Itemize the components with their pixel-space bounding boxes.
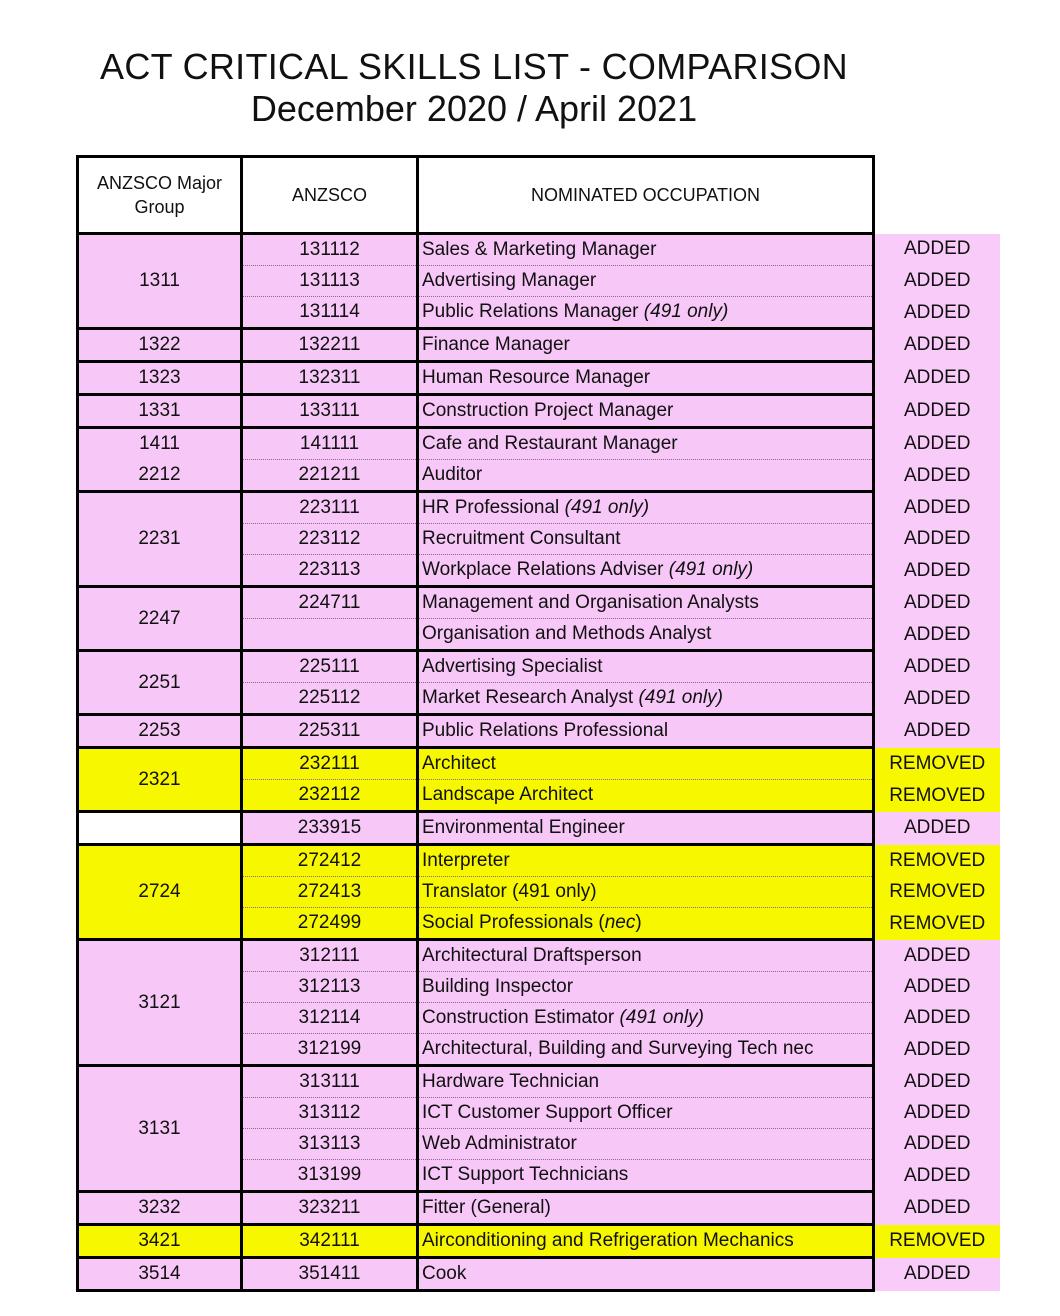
- cell-anzsco-code: 132211: [242, 329, 418, 362]
- occupation-name: Construction Estimator: [422, 1007, 620, 1028]
- occupation-name: Market Research Analyst: [422, 687, 639, 708]
- cell-occupation: [418, 619, 874, 651]
- cell-anzsco-code: 323211: [242, 1192, 418, 1225]
- cell-anzsco-code: 313113: [242, 1129, 418, 1160]
- cell-occupation: [418, 524, 874, 555]
- cell-anzsco-code: 312199: [242, 1034, 418, 1066]
- table-row: [78, 395, 1000, 428]
- occupation-note: (491 only): [638, 687, 723, 708]
- table-row: [78, 492, 1000, 524]
- status-added: ADDED: [874, 460, 1000, 492]
- cell-occupation: [418, 395, 874, 428]
- occupation-note: nec: [604, 912, 636, 933]
- status-added: ADDED: [874, 1003, 1000, 1034]
- status-added: ADDED: [874, 1160, 1000, 1192]
- status-added: ADDED: [874, 1258, 1000, 1291]
- table-row: [78, 845, 1000, 877]
- status-removed: REMOVED: [874, 748, 1000, 780]
- status-removed: REMOVED: [874, 908, 1000, 940]
- status-added: ADDED: [874, 234, 1000, 266]
- cell-occupation: [418, 1098, 874, 1129]
- cell-anzsco-code: 131112: [242, 234, 418, 266]
- cell-occupation: [418, 266, 874, 297]
- status-added: ADDED: [874, 1129, 1000, 1160]
- occupation-name: Environmental Engineer: [422, 817, 625, 838]
- cell-major-group: 1331: [78, 395, 242, 428]
- cell-occupation: [418, 715, 874, 748]
- table-row: [78, 234, 1000, 266]
- occupation-name: Sales & Marketing Manager: [422, 239, 657, 260]
- occupation-name: Web Administrator: [422, 1133, 577, 1154]
- occupation-note: (491 only): [564, 497, 650, 518]
- status-added: ADDED: [874, 683, 1000, 715]
- cell-occupation: [418, 329, 874, 362]
- cell-occupation: [418, 587, 874, 619]
- cell-occupation: [418, 780, 874, 812]
- status-added: ADDED: [874, 1034, 1000, 1066]
- table-row: [78, 329, 1000, 362]
- table-row: [78, 1258, 1000, 1291]
- cell-occupation: [418, 812, 874, 845]
- table-row: [78, 1066, 1000, 1098]
- table-row: [78, 1192, 1000, 1225]
- cell-major-group: 2247: [78, 587, 242, 651]
- occupation-name: Architect: [422, 753, 496, 774]
- cell-major-group: 2251: [78, 651, 242, 715]
- status-added: ADDED: [874, 1192, 1000, 1225]
- status-added: ADDED: [874, 940, 1000, 972]
- header-major-group: ANZSCO Major Group: [78, 157, 242, 234]
- cell-major-group: 2231: [78, 492, 242, 587]
- occupation-name: Recruitment Consultant: [422, 528, 621, 549]
- cell-anzsco-code: 223111: [242, 492, 418, 524]
- cell-anzsco-code: 313111: [242, 1066, 418, 1098]
- status-added: ADDED: [874, 972, 1000, 1003]
- occupation-name: Human Resource Manager: [422, 367, 651, 388]
- cell-anzsco-code: 223112: [242, 524, 418, 555]
- table-row: [78, 940, 1000, 972]
- occupation-note: (491 only): [668, 559, 754, 580]
- status-added: ADDED: [874, 619, 1000, 651]
- occupation-name: Architectural, Building and Surveying Tech nec: [422, 1038, 814, 1059]
- occupation-name: ICT Support Technicians: [422, 1164, 629, 1185]
- status-added: ADDED: [874, 715, 1000, 748]
- cell-major-group: 1322: [78, 329, 242, 362]
- status-added: ADDED: [874, 1098, 1000, 1129]
- status-added: ADDED: [874, 266, 1000, 297]
- cell-anzsco-code: 272412: [242, 845, 418, 877]
- occupation-name: Interpreter: [422, 850, 510, 871]
- table-row: [78, 587, 1000, 619]
- cell-occupation: [418, 972, 874, 1003]
- occupation-name: Public Relations Manager: [422, 301, 644, 322]
- cell-anzsco-code: 233915: [242, 812, 418, 845]
- cell-major-group: [78, 812, 242, 845]
- status-added: ADDED: [874, 587, 1000, 619]
- cell-occupation: [418, 651, 874, 683]
- cell-anzsco-code: 272499: [242, 908, 418, 940]
- occupation-name: Advertising Manager: [422, 270, 597, 291]
- cell-occupation: [418, 1192, 874, 1225]
- table-row: [78, 715, 1000, 748]
- header-status-blank: [874, 157, 1000, 234]
- cell-occupation: [418, 555, 874, 587]
- cell-occupation: [418, 845, 874, 877]
- cell-occupation: [418, 748, 874, 780]
- status-added: ADDED: [874, 362, 1000, 395]
- status-added: ADDED: [874, 1066, 1000, 1098]
- cell-occupation: [418, 492, 874, 524]
- table-row: [78, 460, 1000, 492]
- occupation-name: Architectural Draftsperson: [422, 945, 642, 966]
- cell-anzsco-code: [242, 619, 418, 651]
- cell-anzsco-code: 351411: [242, 1258, 418, 1291]
- cell-anzsco-code: 221211: [242, 460, 418, 492]
- occupation-name: Finance Manager: [422, 334, 570, 355]
- cell-anzsco-code: 272413: [242, 877, 418, 908]
- status-added: ADDED: [874, 428, 1000, 460]
- cell-occupation: [418, 428, 874, 460]
- table-row: [78, 1225, 1000, 1258]
- cell-anzsco-code: 141111: [242, 428, 418, 460]
- cell-anzsco-code: 342111: [242, 1225, 418, 1258]
- occupation-name: Building Inspector: [422, 976, 574, 997]
- cell-anzsco-code: 225311: [242, 715, 418, 748]
- occupation-name: Hardware Technician: [422, 1071, 600, 1092]
- occupation-name: Airconditioning and Refrigeration Mechanics: [422, 1230, 794, 1251]
- occupation-name: Workplace Relations Adviser: [422, 559, 669, 580]
- cell-occupation: [418, 1225, 874, 1258]
- cell-occupation: [418, 1258, 874, 1291]
- occupation-name: Social Professionals (: [422, 912, 605, 933]
- occupation-note: (491 only): [619, 1007, 704, 1028]
- skills-comparison-table-wrap: [76, 155, 1000, 1292]
- cell-major-group: 1323: [78, 362, 242, 395]
- occupation-name: Organisation and Methods Analyst: [422, 623, 712, 644]
- occupation-name: Auditor: [422, 464, 483, 485]
- cell-anzsco-code: 225111: [242, 651, 418, 683]
- table-row: [78, 651, 1000, 683]
- occupation-name: Management and Organisation Analysts: [422, 592, 759, 613]
- cell-anzsco-code: 133111: [242, 395, 418, 428]
- cell-occupation: [418, 1129, 874, 1160]
- status-added: ADDED: [874, 524, 1000, 555]
- cell-major-group: 3421: [78, 1225, 242, 1258]
- cell-anzsco-code: 232112: [242, 780, 418, 812]
- cell-anzsco-code: 224711: [242, 587, 418, 619]
- status-removed: REMOVED: [874, 780, 1000, 812]
- occupation-name: HR Professional: [422, 497, 565, 518]
- occupation-name: Public Relations Professional: [422, 720, 669, 741]
- skills-comparison-table: [76, 155, 1000, 1292]
- status-added: ADDED: [874, 395, 1000, 428]
- cell-anzsco-code: 223113: [242, 555, 418, 587]
- cell-major-group: 3232: [78, 1192, 242, 1225]
- table-header-row: [78, 157, 1000, 234]
- cell-major-group: 1311: [78, 234, 242, 329]
- cell-occupation: [418, 1066, 874, 1098]
- cell-occupation: [418, 234, 874, 266]
- cell-anzsco-code: 131113: [242, 266, 418, 297]
- cell-anzsco-code: 312114: [242, 1003, 418, 1034]
- cell-anzsco-code: 232111: [242, 748, 418, 780]
- cell-anzsco-code: 225112: [242, 683, 418, 715]
- cell-major-group: 1411: [78, 428, 242, 460]
- cell-occupation: [418, 908, 874, 940]
- cell-occupation: [418, 1160, 874, 1192]
- title-line-1: ACT CRITICAL SKILLS LIST - COMPARISON: [100, 46, 848, 87]
- status-removed: REMOVED: [874, 877, 1000, 908]
- occupation-note: (491 only): [643, 301, 729, 322]
- cell-major-group: 2724: [78, 845, 242, 940]
- cell-major-group: 2253: [78, 715, 242, 748]
- cell-major-group: 3514: [78, 1258, 242, 1291]
- status-added: ADDED: [874, 812, 1000, 845]
- table-row: [78, 428, 1000, 460]
- cell-occupation: [418, 1034, 874, 1066]
- occupation-name: Translator (491 only): [422, 881, 597, 902]
- header-occupation: NOMINATED OCCUPATION: [418, 157, 874, 234]
- occupation-name: Landscape Architect: [422, 784, 594, 805]
- table-row: [78, 812, 1000, 845]
- occupation-name: Cafe and Restaurant Manager: [422, 433, 678, 454]
- status-added: ADDED: [874, 555, 1000, 587]
- status-added: ADDED: [874, 297, 1000, 329]
- cell-occupation: [418, 1003, 874, 1034]
- status-added: ADDED: [874, 651, 1000, 683]
- occupation-name: ICT Customer Support Officer: [422, 1102, 673, 1123]
- table-row: [78, 362, 1000, 395]
- cell-anzsco-code: 313199: [242, 1160, 418, 1192]
- table-body: [78, 234, 1000, 1291]
- title-line-2: December 2020 / April 2021: [250, 88, 698, 129]
- occupation-name: Cook: [422, 1263, 467, 1284]
- occupation-name: Advertising Specialist: [422, 656, 603, 677]
- cell-anzsco-code: 313112: [242, 1098, 418, 1129]
- occupation-name: Construction Project Manager: [422, 400, 674, 421]
- document-title: [0, 46, 948, 130]
- cell-anzsco-code: 312111: [242, 940, 418, 972]
- cell-anzsco-code: 312113: [242, 972, 418, 1003]
- cell-major-group: 2321: [78, 748, 242, 812]
- status-added: ADDED: [874, 329, 1000, 362]
- status-removed: REMOVED: [874, 1225, 1000, 1258]
- occupation-name: Fitter (General): [422, 1197, 551, 1218]
- status-added: ADDED: [874, 492, 1000, 524]
- cell-major-group: 3131: [78, 1066, 242, 1192]
- cell-occupation: [418, 297, 874, 329]
- cell-occupation: [418, 683, 874, 715]
- header-anzsco: ANZSCO: [242, 157, 418, 234]
- status-removed: REMOVED: [874, 845, 1000, 877]
- table-row: [78, 748, 1000, 780]
- occupation-note-close: ): [635, 912, 642, 933]
- cell-occupation: [418, 940, 874, 972]
- cell-occupation: [418, 460, 874, 492]
- cell-anzsco-code: 132311: [242, 362, 418, 395]
- cell-anzsco-code: 131114: [242, 297, 418, 329]
- cell-major-group: 2212: [78, 460, 242, 492]
- cell-major-group: 3121: [78, 940, 242, 1066]
- cell-occupation: [418, 362, 874, 395]
- cell-occupation: [418, 877, 874, 908]
